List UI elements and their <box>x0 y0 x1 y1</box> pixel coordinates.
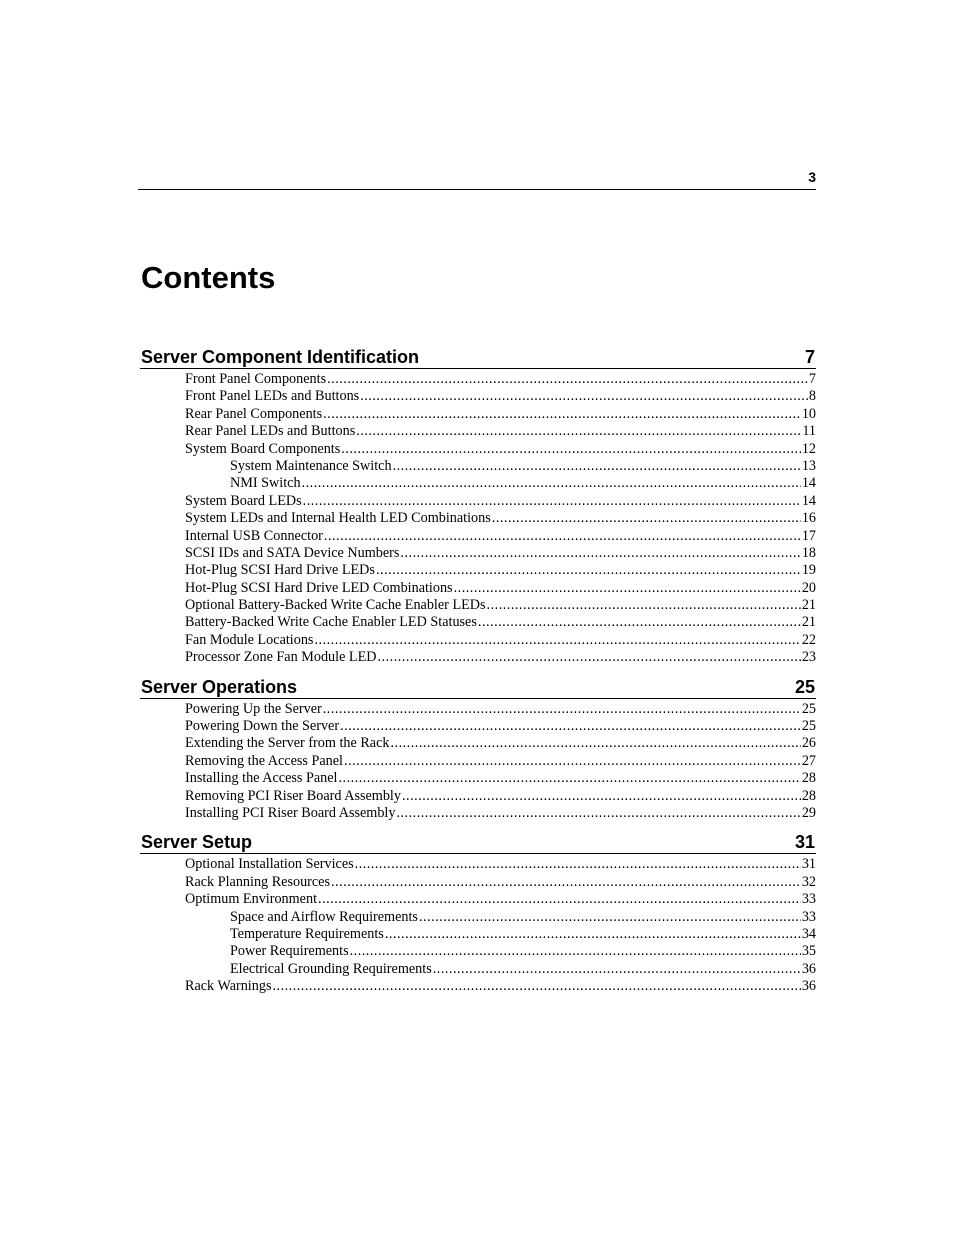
toc-entry-label: Temperature Requirements <box>230 925 384 942</box>
toc-entry[interactable] <box>140 528 816 545</box>
dot-leader <box>385 926 801 943</box>
dot-leader <box>360 388 808 405</box>
toc-entry[interactable] <box>140 874 816 891</box>
toc-entry-label: Processor Zone Fan Module LED <box>185 649 377 666</box>
toc-entry-label: Installing PCI Riser Board Assembly <box>185 804 396 821</box>
toc-entry-page-number: 10 <box>801 405 816 422</box>
toc-entry-label: NMI Switch <box>230 475 301 492</box>
toc-entry-label: Powering Down the Server <box>185 718 340 735</box>
dot-leader <box>338 770 800 787</box>
toc-entry-page-number: 12 <box>801 440 816 457</box>
toc-entry[interactable] <box>140 632 816 649</box>
toc-entry-label: Hot-Plug SCSI Hard Drive LEDs <box>185 562 375 579</box>
toc-entry[interactable] <box>140 891 816 908</box>
toc-entry-label: System Board Components <box>185 440 341 457</box>
toc-entry-page-number: 32 <box>801 873 816 890</box>
dot-leader <box>314 632 800 649</box>
dot-leader <box>433 961 801 978</box>
dot-leader <box>487 597 801 614</box>
dot-leader <box>396 805 800 822</box>
toc-entry-page-number: 31 <box>801 856 816 873</box>
toc-entry-label: Hot-Plug SCSI Hard Drive LED Combinations <box>185 579 453 596</box>
toc-entry[interactable] <box>140 943 816 960</box>
dot-leader <box>356 423 801 440</box>
toc-entry-label: Powering Up the Server <box>185 700 322 717</box>
toc-entry[interactable] <box>140 371 816 388</box>
toc-entry-page-number: 35 <box>801 943 816 960</box>
toc-entry[interactable] <box>140 718 816 735</box>
dot-leader <box>400 545 800 562</box>
toc-entry-page-number: 36 <box>801 978 816 995</box>
dot-leader <box>323 406 801 423</box>
page-title: Contents <box>141 260 276 295</box>
toc-entry[interactable] <box>140 597 816 614</box>
dot-leader <box>303 493 801 510</box>
dot-leader <box>324 528 801 545</box>
dot-leader <box>419 909 801 926</box>
toc-entry[interactable] <box>140 909 816 926</box>
dot-leader <box>393 458 801 475</box>
toc-entry-label: Front Panel Components <box>185 371 327 387</box>
section-title: Server Component Identification <box>141 347 420 367</box>
toc-entry-page-number: 26 <box>801 735 816 752</box>
toc-entry-label: Space and Airflow Requirements <box>230 908 418 925</box>
dot-leader <box>331 874 801 891</box>
toc-entry-label: Optional Battery-Backed Write Cache Enabler LEDs <box>185 597 486 614</box>
toc-entry-label: Battery-Backed Write Cache Enabler LED Statuses <box>185 614 477 631</box>
toc-entry[interactable] <box>140 961 816 978</box>
toc-entry-page-number: 34 <box>801 925 816 942</box>
toc-entry[interactable] <box>140 562 816 579</box>
dot-leader <box>454 580 801 597</box>
toc-entry[interactable] <box>140 701 816 718</box>
dot-leader <box>302 475 801 492</box>
dot-leader <box>341 441 801 458</box>
toc-entry-page-number: 20 <box>801 579 816 596</box>
dot-leader <box>318 891 801 908</box>
dot-leader <box>323 701 801 718</box>
section-title: Server Setup <box>141 832 253 853</box>
toc-entry-page-number: 21 <box>801 614 816 631</box>
toc-entry-page-number: 23 <box>801 649 816 666</box>
toc-entry[interactable] <box>140 805 816 822</box>
toc-section <box>140 673 816 823</box>
toc-entry-page-number: 22 <box>801 631 816 648</box>
toc-section <box>140 343 816 667</box>
toc-entry-page-number: 7 <box>808 371 816 387</box>
dot-leader <box>344 753 801 770</box>
table-of-contents <box>140 343 816 996</box>
toc-entry-label: System Maintenance Switch <box>230 457 392 474</box>
toc-entry-page-number: 19 <box>801 562 816 579</box>
toc-entry[interactable] <box>140 788 816 805</box>
dot-leader <box>378 649 801 666</box>
toc-entry-page-number: 14 <box>801 475 816 492</box>
toc-entry-label: SCSI IDs and SATA Device Numbers <box>185 544 400 561</box>
toc-entry-page-number: 28 <box>801 787 816 804</box>
toc-entry-page-number: 21 <box>801 597 816 614</box>
toc-entry[interactable] <box>140 493 816 510</box>
section-heading[interactable] <box>140 828 816 854</box>
section-heading[interactable] <box>140 343 816 369</box>
toc-entry[interactable] <box>140 406 816 423</box>
toc-entry-label: Installing the Access Panel <box>185 770 338 787</box>
dot-leader <box>478 614 801 631</box>
toc-entry-page-number: 28 <box>801 770 816 787</box>
page-number: 3 <box>808 169 816 185</box>
toc-entry[interactable] <box>140 388 816 405</box>
dot-leader <box>402 788 801 805</box>
toc-entry-label: System LEDs and Internal Health LED Combinations <box>185 510 491 527</box>
toc-entry-label: Power Requirements <box>230 943 349 960</box>
toc-entry-label: Removing PCI Riser Board Assembly <box>185 787 401 804</box>
toc-entry-label: Extending the Server from the Rack <box>185 735 390 752</box>
dot-leader <box>492 510 801 527</box>
section-entries <box>140 854 816 995</box>
toc-entry-label: Rack Warnings <box>185 978 272 995</box>
toc-entry-label: Internal USB Connector <box>185 527 323 544</box>
toc-entry-page-number: 18 <box>801 544 816 561</box>
section-page-number: 25 <box>794 676 815 697</box>
toc-entry-page-number: 33 <box>801 908 816 925</box>
toc-entry-label: Optional Installation Services <box>185 856 354 873</box>
toc-entry[interactable] <box>140 978 816 995</box>
section-page-number: 31 <box>794 832 815 853</box>
toc-entry[interactable] <box>140 926 816 943</box>
section-heading[interactable] <box>140 673 816 699</box>
toc-entry-page-number: 13 <box>801 457 816 474</box>
toc-entry-page-number: 8 <box>808 388 816 405</box>
toc-entry-page-number: 25 <box>801 718 816 735</box>
toc-entry[interactable] <box>140 423 816 440</box>
toc-entry-page-number: 27 <box>801 752 816 769</box>
toc-entry-page-number: 11 <box>802 423 816 440</box>
toc-entry-page-number: 14 <box>801 492 816 509</box>
section-entries <box>140 699 816 823</box>
toc-entry[interactable] <box>140 770 816 787</box>
toc-entry[interactable] <box>140 649 816 666</box>
header-rule <box>138 189 816 190</box>
toc-entry[interactable] <box>140 441 816 458</box>
toc-entry-label: Front Panel LEDs and Buttons <box>185 388 360 405</box>
dot-leader <box>355 856 801 873</box>
toc-entry-label: Optimum Environment <box>185 891 318 908</box>
dot-leader <box>376 562 801 579</box>
toc-entry[interactable] <box>140 856 816 873</box>
dot-leader <box>340 718 801 735</box>
toc-entry-page-number: 17 <box>801 527 816 544</box>
toc-entry[interactable] <box>140 614 816 631</box>
section-title: Server Operations <box>141 676 298 697</box>
toc-entry-label: Electrical Grounding Requirements <box>230 960 432 977</box>
toc-section <box>140 828 816 995</box>
section-entries <box>140 369 816 667</box>
toc-entry-label: System Board LEDs <box>185 492 302 509</box>
toc-entry[interactable] <box>140 753 816 770</box>
toc-entry[interactable] <box>140 545 816 562</box>
toc-entry-page-number: 33 <box>801 891 816 908</box>
toc-entry[interactable] <box>140 735 816 752</box>
toc-entry-label: Removing the Access Panel <box>185 752 344 769</box>
toc-entry[interactable] <box>140 510 816 527</box>
toc-entry[interactable] <box>140 458 816 475</box>
dot-leader <box>327 371 808 388</box>
toc-entry-label: Rack Planning Resources <box>185 873 330 890</box>
toc-entry-page-number: 36 <box>801 960 816 977</box>
dot-leader <box>272 978 800 995</box>
toc-entry-label: Rear Panel Components <box>185 405 323 422</box>
toc-entry-page-number: 16 <box>801 510 816 527</box>
dot-leader <box>390 735 800 752</box>
toc-entry[interactable] <box>140 475 816 492</box>
section-page-number: 7 <box>804 347 815 367</box>
dot-leader <box>350 943 801 960</box>
toc-entry-page-number: 25 <box>801 700 816 717</box>
toc-entry-label: Fan Module Locations <box>185 631 314 648</box>
toc-entry-label: Rear Panel LEDs and Buttons <box>185 423 356 440</box>
toc-entry-page-number: 29 <box>801 804 816 821</box>
toc-entry[interactable] <box>140 580 816 597</box>
